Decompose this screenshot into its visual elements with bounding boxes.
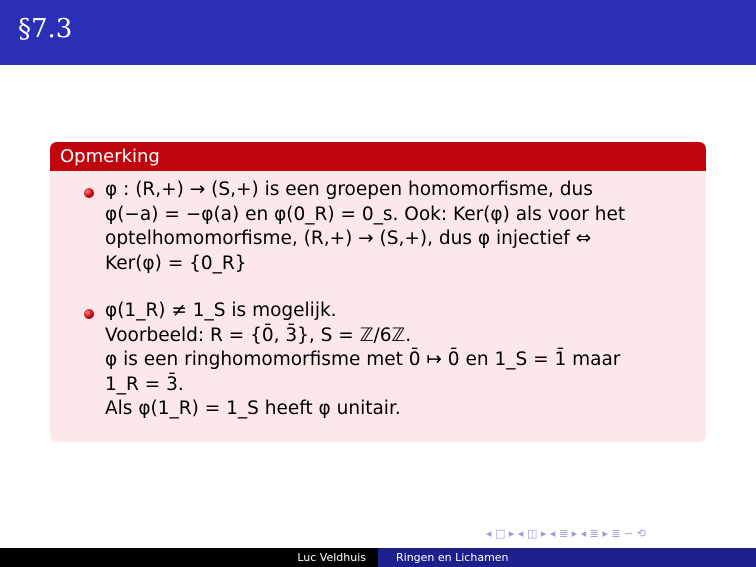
list-item (105, 178, 686, 276)
footer-author: Luc Veldhuis (297, 551, 366, 564)
list-item (105, 299, 686, 422)
text-line: 1_R = 3̄. (105, 373, 184, 395)
bullet-icon (84, 309, 94, 319)
frame-title: §7.3 (18, 14, 73, 44)
block-body (50, 171, 706, 442)
remark-block (50, 142, 706, 442)
footer (0, 548, 756, 567)
text-line: optelhomomorfisme, (R,+) → (S,+), dus φ injectief ⇔ (105, 228, 592, 249)
text-line: φ(−a) = −φ(a) en φ(0_R) = 0_s. Ook: Ker(φ) als voor het (105, 203, 626, 225)
bullet-icon (84, 188, 94, 198)
beamer-navigation[interactable]: ◂ □ ▸ ◂ ◫ ▸ ◂ ≣ ▸ ◂ ≣ ▸ ≣ ∽ ⟲ (486, 527, 646, 540)
text-line: Ker(φ) = {0_R} (105, 252, 247, 274)
text-line: Voorbeeld: R = {0̄, 3̄}, S = ℤ/6ℤ. (105, 324, 412, 346)
text-line: φ : (R,+) → (S,+) is een groepen homomorfisme, dus (105, 179, 593, 200)
text-line: φ(1_R) ≠ 1_S is mogelijk. (105, 300, 337, 321)
text-line: Als φ(1_R) = 1_S heeft φ unitair. (105, 398, 401, 419)
footer-title: Ringen en Lichamen (378, 548, 756, 567)
frame-header (0, 0, 756, 65)
text-line: φ is een ringhomomorfisme met 0̄ ↦ 0̄ en 1_S = 1̄ maar (105, 349, 621, 370)
block-title: Opmerking (50, 142, 706, 171)
